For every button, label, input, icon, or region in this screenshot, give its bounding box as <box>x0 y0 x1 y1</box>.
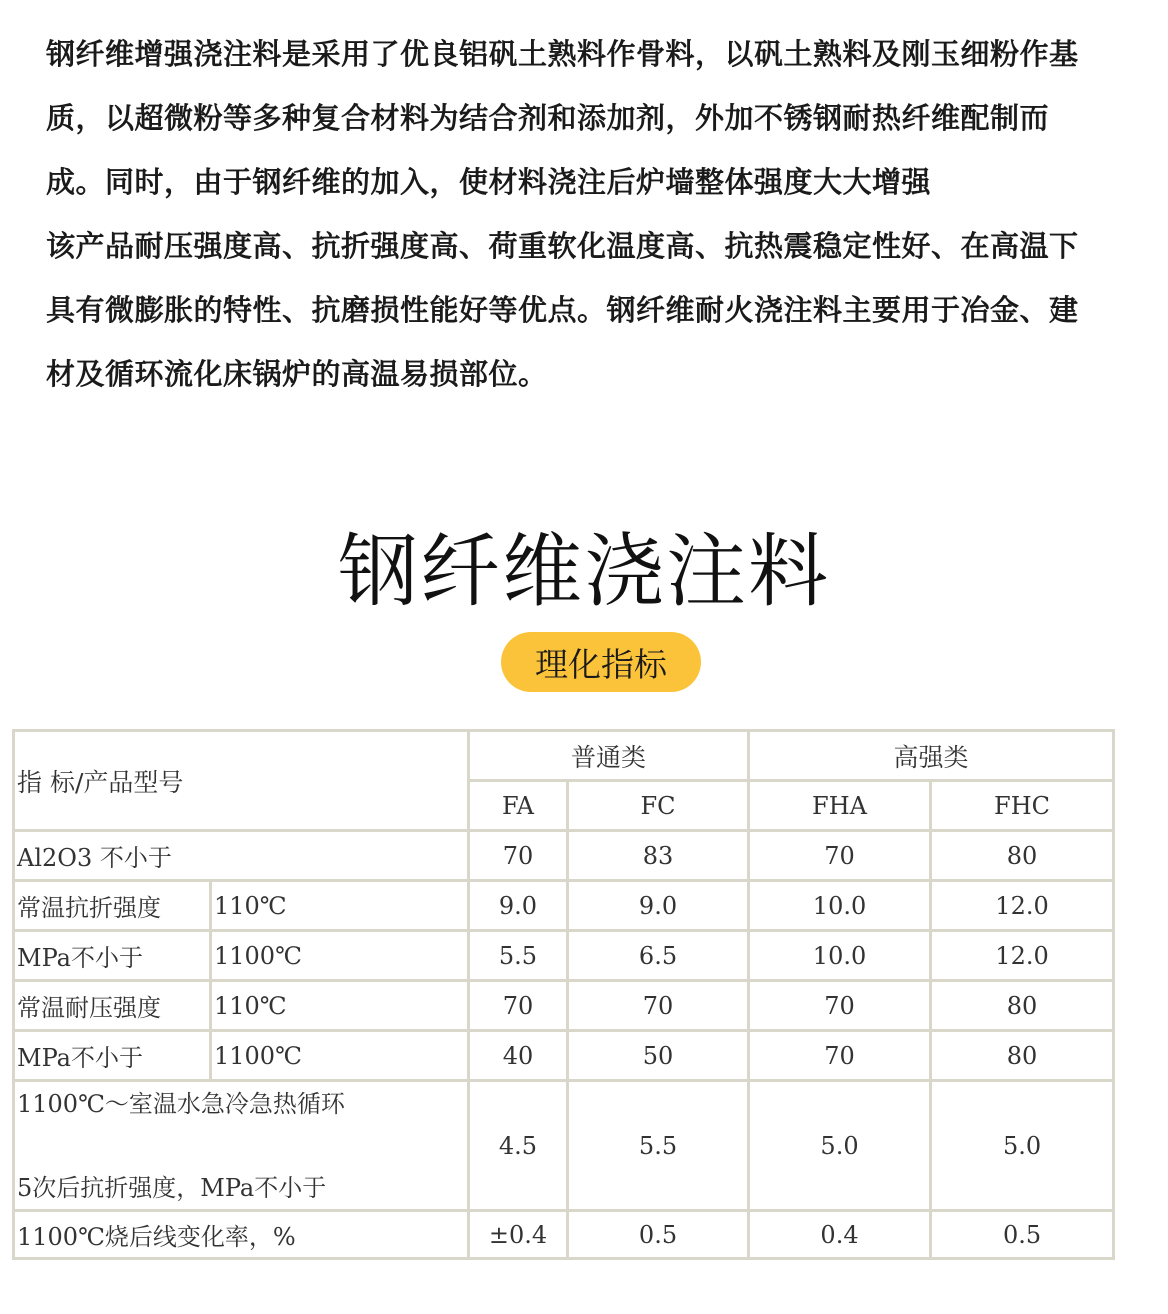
row-label-linear-change: 1100℃烧后线变化率，% <box>14 1211 469 1259</box>
row-temp-1100: 1100℃ <box>211 1031 469 1081</box>
col-header-fc: FC <box>568 781 749 831</box>
cell-value: 80 <box>931 981 1114 1031</box>
cell-value: 70 <box>749 831 931 881</box>
cell-value: 5.5 <box>568 1081 749 1211</box>
cell-value: 4.5 <box>469 1081 568 1211</box>
cell-value: 70 <box>749 981 931 1031</box>
row-label-comp-line2: MPa不小于 <box>14 1031 211 1081</box>
table-row <box>14 831 1114 881</box>
col-header-fhc: FHC <box>931 781 1114 831</box>
cell-value: ±0.4 <box>469 1211 568 1259</box>
cell-value: 80 <box>931 831 1114 881</box>
table-header-row <box>14 731 1114 781</box>
cell-value: 5.5 <box>469 931 568 981</box>
table-row <box>14 881 1114 931</box>
intro-paragraph-2: 该产品耐压强度高、抗折强度高、荷重软化温度高、抗热震稳定性好、在高温下具有微膨胀的特性、抗磨损性能好等优点。钢纤维耐火浇注料主要用于冶金、建材及循环流化床锅炉的高温易损部位。 <box>46 229 1079 391</box>
cell-value: 80 <box>931 1031 1114 1081</box>
intro-text <box>46 22 1086 406</box>
cell-value: 12.0 <box>931 931 1114 981</box>
table-row <box>14 1081 1114 1211</box>
col-header-fa: FA <box>469 781 568 831</box>
col-header-fha: FHA <box>749 781 931 831</box>
cell-value: 0.5 <box>931 1211 1114 1259</box>
cell-value: 0.5 <box>568 1211 749 1259</box>
cell-value: 5.0 <box>931 1081 1114 1211</box>
thermal-label-line1: 1100℃～室温水急冷急热循环 <box>17 1089 345 1118</box>
row-temp-110: 110℃ <box>211 881 469 931</box>
product-title: 钢纤维浇注料 <box>338 525 830 618</box>
thermal-label-line2: 5次后抗折强度，MPa不小于 <box>17 1173 327 1202</box>
cell-value: 6.5 <box>568 931 749 981</box>
row-temp-110: 110℃ <box>211 981 469 1031</box>
spec-table <box>12 729 1115 1260</box>
row-temp-1100: 1100℃ <box>211 931 469 981</box>
cell-value: 70 <box>469 831 568 881</box>
cell-value: 83 <box>568 831 749 881</box>
cell-value: 70 <box>469 981 568 1031</box>
table-row <box>14 981 1114 1031</box>
cell-value: 12.0 <box>931 881 1114 931</box>
row-label-flex-line2: MPa不小于 <box>14 931 211 981</box>
cell-value: 10.0 <box>749 881 931 931</box>
group-high-header: 高强类 <box>749 731 1114 781</box>
row-label-al2o3: Al2O3 不小于 <box>14 831 469 881</box>
thermal-label-gap <box>17 1124 463 1168</box>
intro-paragraph-1: 钢纤维增强浇注料是采用了优良铝矾土熟料作骨料，以矾土熟料及刚玉细粉作基质，以超微粉等多种复合材料为结合剂和添加剂，外加不锈钢耐热纤维配制而成。同时，由于钢纤维的加入，使材料浇注后炉墙整体强度大大增强 <box>46 37 1079 199</box>
row-label-thermal-shock <box>14 1081 469 1211</box>
table-row <box>14 1031 1114 1081</box>
cell-value: 50 <box>568 1031 749 1081</box>
cell-value: 40 <box>469 1031 568 1081</box>
cell-value: 5.0 <box>749 1081 931 1211</box>
group-normal-header: 普通类 <box>469 731 749 781</box>
table-row <box>14 931 1114 981</box>
spec-badge: 理化指标 <box>501 632 701 692</box>
table-row <box>14 1211 1114 1259</box>
cell-value: 9.0 <box>568 881 749 931</box>
cell-value: 9.0 <box>469 881 568 931</box>
corner-header: 指 标/产品型号 <box>14 731 469 831</box>
row-label-flex-line1: 常温抗折强度 <box>14 881 211 931</box>
cell-value: 10.0 <box>749 931 931 981</box>
row-label-comp-line1: 常温耐压强度 <box>14 981 211 1031</box>
cell-value: 70 <box>568 981 749 1031</box>
cell-value: 0.4 <box>749 1211 931 1259</box>
cell-value: 70 <box>749 1031 931 1081</box>
